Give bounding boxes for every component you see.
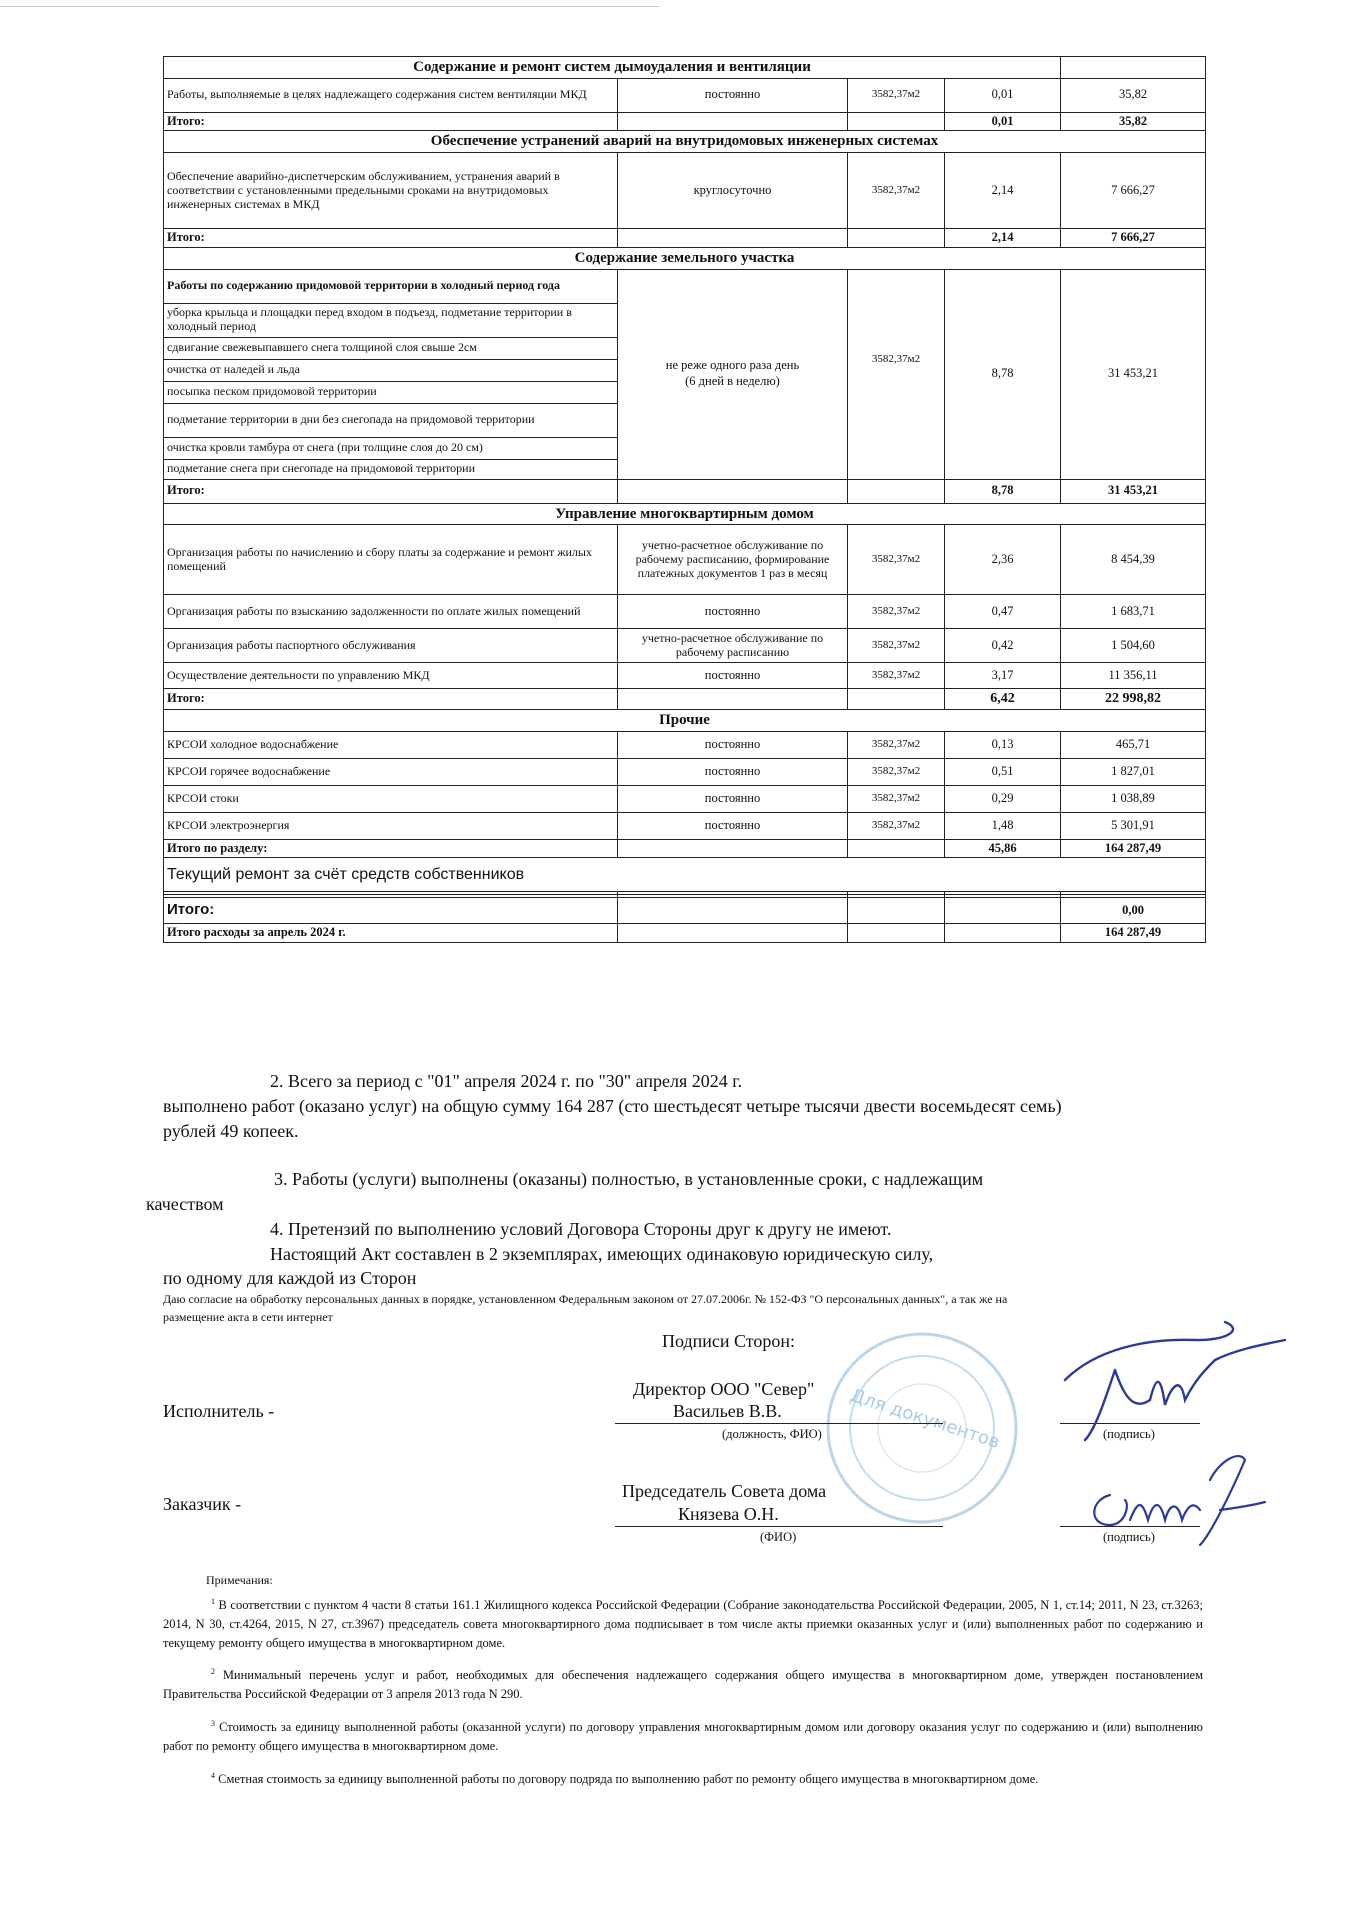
note-3-marker: 3 [211, 1719, 215, 1729]
paragraph-3-line-1: 3. Работы (услуги) выполнены (оказаны) полностью, в установленные сроки, с надлежащим [274, 1169, 984, 1189]
work-name: КРСОИ горячее водоснабжение [164, 758, 618, 785]
work-rate: 0,42 [945, 629, 1061, 663]
work-name: Организация работы по начислению и сбору платы за содержание и ремонт жилых помещений [164, 525, 618, 595]
table-row [164, 663, 1206, 689]
work-name: КРСОИ электроэнергия [164, 812, 618, 839]
paragraph-2-line-1: 2. Всего за период с "01" апреля 2024 г. по "30" апреля 2024 г. [270, 1071, 743, 1091]
work-sum: 7 666,27 [1061, 153, 1206, 229]
note-3 [163, 1718, 1203, 1756]
section-total-row [164, 839, 1206, 858]
paragraph-5-line-1: Настоящий Акт составлен в 2 экземплярах, имеющих одинаковую юридическую силу, [270, 1244, 934, 1264]
section-title: Текущий ремонт за счёт средств собственников [164, 858, 1206, 892]
work-group-head: Работы по содержанию придомовой территории в холодный период года [164, 269, 618, 303]
total-sum: 22 998,82 [1061, 689, 1206, 710]
table-row [164, 153, 1206, 229]
note-3-text: Стоимость за единицу выполненной работы (оказанной услуги) по договору управления многоквартирным домом или договору оказания услуг по содержанию и (или) выполнению работ по ремонту общего имущества в многоквартирном доме. [163, 1720, 1204, 1753]
total-row [164, 689, 1206, 710]
work-item: подметание снега при снегопаде на придомовой территории [164, 459, 618, 479]
work-item: уборка крыльца и площадки перед входом в подъезд, подметание территории в холодный период [164, 303, 618, 337]
work-sum: 1 683,71 [1061, 595, 1206, 629]
customer-signature [1070, 1440, 1270, 1550]
work-sum: 465,71 [1061, 731, 1206, 758]
work-area: 3582,37м2 [848, 758, 945, 785]
section-title: Управление многоквартирным домом [164, 503, 1206, 525]
executor-position: Директор ООО "Север" [633, 1379, 815, 1399]
customer-label: Заказчик - [163, 1494, 242, 1514]
note-1 [163, 1596, 1203, 1652]
note-2-marker: 2 [211, 1667, 215, 1677]
note-4 [163, 1770, 1203, 1789]
total-label: Итого: [164, 689, 618, 710]
total-rate: 2,14 [945, 229, 1061, 248]
work-period: постоянно [618, 758, 848, 785]
work-period: круглосуточно [618, 153, 848, 229]
section-total-sum: 164 287,49 [1061, 839, 1206, 858]
work-area: 3582,37м2 [848, 269, 945, 479]
work-name: Работы, выполняемые в целях надлежащего содержания систем вентиляции МКД [164, 78, 618, 112]
grand-total-label: Итого расходы за апрель 2024 г. [164, 924, 618, 943]
work-rate: 0,13 [945, 731, 1061, 758]
work-rate: 3,17 [945, 663, 1061, 689]
work-area: 3582,37м2 [848, 785, 945, 812]
executor-name: Васильев В.В. [673, 1401, 782, 1421]
work-rate: 0,47 [945, 595, 1061, 629]
work-name: КРСОИ стоки [164, 785, 618, 812]
work-sum: 11 356,11 [1061, 663, 1206, 689]
work-area: 3582,37м2 [848, 595, 945, 629]
executor-label: Исполнитель - [163, 1401, 275, 1421]
note-2 [163, 1666, 1203, 1704]
section-title: Содержание и ремонт систем дымоудаления и вентиляции [164, 57, 1061, 79]
grand-total-sum: 164 287,49 [1061, 924, 1206, 943]
customer-name-line [615, 1526, 943, 1527]
work-rate: 2,36 [945, 525, 1061, 595]
section-header-land [164, 247, 1206, 269]
section-header-repair [164, 858, 1206, 892]
work-period-text: не реже одного раза день (6 дней в неделю) [665, 358, 800, 388]
total-sum: 35,82 [1061, 112, 1206, 131]
work-sum: 1 827,01 [1061, 758, 1206, 785]
work-area: 3582,37м2 [848, 812, 945, 839]
table-row [164, 595, 1206, 629]
work-period: постоянно [618, 731, 848, 758]
work-rate: 1,48 [945, 812, 1061, 839]
table-row [164, 78, 1206, 112]
section-header-other [164, 709, 1206, 731]
table-row [164, 731, 1206, 758]
total-rate: 0,01 [945, 112, 1061, 131]
work-rate: 0,51 [945, 758, 1061, 785]
work-name: Организация работы паспортного обслуживания [164, 629, 618, 663]
work-period: постоянно [618, 812, 848, 839]
total-label: Итого: [164, 898, 618, 924]
table-row [164, 785, 1206, 812]
work-period [618, 269, 848, 479]
work-area: 3582,37м2 [848, 78, 945, 112]
total-row [164, 479, 1206, 503]
work-item: очистка кровли тамбура от снега (при толщине слоя до 20 см) [164, 437, 618, 459]
note-1-text: В соответствии с пунктом 4 части 8 статьи 161.1 Жилищного кодекса Российской Федерации (Собрание законодательства Российской Федерации, 2005, N 1, ст.14; 2011, N 23, ст.3263; 2014, N 30, ст.4264, 2015, N 27, ст.3967) председатель совета многоквартирного дома подписывает в том числе акты приемки оказанных услуг и (или) выполненных работ по содержанию и текущему ремонту общего имущества в многоквартирном доме. [163, 1598, 1203, 1650]
work-rate: 8,78 [945, 269, 1061, 479]
section-header-accidents [164, 131, 1206, 153]
work-sum: 35,82 [1061, 78, 1206, 112]
total-sum: 31 453,21 [1061, 479, 1206, 503]
paragraph-5-line-2: по одному для каждой из Сторон [163, 1268, 417, 1288]
work-rate: 2,14 [945, 153, 1061, 229]
note-2-text: Минимальный перечень услуг и работ, необходимых для обеспечения надлежащего содержания общего имущества в многоквартирном доме, утвержден постановлением Правительства Российской Федерации от 3 апреля 2013 года N 290. [163, 1668, 1203, 1702]
total-label: Итого: [164, 112, 618, 131]
section-total-label: Итого по разделу: [164, 839, 618, 858]
signatures-title: Подписи Сторон: [662, 1331, 796, 1351]
total-label: Итого: [164, 229, 618, 248]
customer-sign-caption: (подпись) [1103, 1530, 1155, 1544]
work-period: постоянно [618, 663, 848, 689]
work-period: постоянно [618, 785, 848, 812]
table-row [164, 758, 1206, 785]
paragraph-4: 4. Претензий по выполнению условий Договора Стороны друг к другу не имеют. [270, 1219, 892, 1239]
customer-caption: (ФИО) [760, 1530, 797, 1544]
work-sum: 31 453,21 [1061, 269, 1206, 479]
total-row [164, 112, 1206, 131]
note-4-text: Сметная стоимость за единицу выполненной работы по договору подряда по выполнению работ по ремонту общего имущества в многоквартирном доме. [218, 1771, 1039, 1786]
work-sum: 1 038,89 [1061, 785, 1206, 812]
work-sum: 8 454,39 [1061, 525, 1206, 595]
customer-position: Председатель Совета дома [622, 1481, 827, 1501]
work-area: 3582,37м2 [848, 731, 945, 758]
executor-signature [1055, 1310, 1295, 1450]
section-title: Обеспечение устранений аварий на внутридомовых инженерных системах [164, 131, 1206, 153]
section-title: Содержание земельного участка [164, 247, 1206, 269]
work-name: КРСОИ холодное водоснабжение [164, 731, 618, 758]
work-sum: 1 504,60 [1061, 629, 1206, 663]
notes-block [163, 1596, 1203, 1803]
consent-line-1: Даю согласие на обработку персональных данных в порядке, установленном Федеральным законом от 27.07.2006г. № 152-ФЗ "О персональных данных", а так же на [163, 1292, 1008, 1306]
work-period: постоянно [618, 595, 848, 629]
paragraph-2-line-2: выполнено работ (оказано услуг) на общую сумму 164 287 (сто шестьдесят четыре тысячи двести восемьдесят семь) [163, 1096, 1062, 1116]
section-title: Прочие [164, 709, 1206, 731]
services-table [163, 56, 1206, 943]
work-sum: 5 301,91 [1061, 812, 1206, 839]
work-period: учетно-расчетное обслуживание по рабочему расписанию, формирование платежных документов 1 раз в месяц [618, 525, 848, 595]
total-sum: 7 666,27 [1061, 229, 1206, 248]
scan-edge-line [0, 6, 660, 7]
work-period: постоянно [618, 78, 848, 112]
grand-total-row [164, 924, 1206, 943]
work-name: Осуществление деятельности по управлению МКД [164, 663, 618, 689]
work-item: сдвигание свежевыпавшего снега толщиной слоя свыше 2см [164, 337, 618, 359]
total-rate: 8,78 [945, 479, 1061, 503]
work-name: Организация работы по взысканию задолженности по оплате жилых помещений [164, 595, 618, 629]
work-name: Обеспечение аварийно-диспетчерским обслуживанием, устранения аварий в соответствии с установленными предельными сроками на внутридомовых инженерных системах в МКД [164, 153, 618, 229]
work-area: 3582,37м2 [848, 663, 945, 689]
section-header-smoke [164, 57, 1206, 79]
total-sum: 0,00 [1061, 898, 1206, 924]
notes-title: Примечания: [206, 1573, 273, 1587]
table-row [164, 629, 1206, 663]
table-row [164, 812, 1206, 839]
stamp-text: Для документов [847, 1384, 1003, 1453]
paragraph-2-line-3: рублей 49 копеек. [163, 1121, 299, 1141]
table-row [164, 269, 1206, 303]
seal-stamp [822, 1328, 1022, 1528]
work-area: 3582,37м2 [848, 153, 945, 229]
work-rate: 0,01 [945, 78, 1061, 112]
work-period: учетно-расчетное обслуживание по рабочему расписанию [618, 629, 848, 663]
total-row [164, 898, 1206, 924]
paragraph-3-line-2: качеством [146, 1194, 224, 1214]
total-label: Итого: [164, 479, 618, 503]
work-item: посыпка песком придомовой территории [164, 381, 618, 403]
section-total-rate: 45,86 [945, 839, 1061, 858]
consent-line-2: размещение акта в сети интернет [163, 1310, 333, 1324]
work-area: 3582,37м2 [848, 629, 945, 663]
note-1-marker: 1 [211, 1597, 215, 1606]
executor-name-line [615, 1423, 943, 1424]
work-item: очистка от наледей и льда [164, 359, 618, 381]
executor-caption: (должность, ФИО) [722, 1427, 822, 1441]
total-rate: 6,42 [945, 689, 1061, 710]
table-row [164, 525, 1206, 595]
total-row [164, 229, 1206, 248]
work-item: подметание территории в дни без снегопада на придомовой территории [164, 403, 618, 437]
work-area: 3582,37м2 [848, 525, 945, 595]
customer-name: Князева О.Н. [678, 1504, 779, 1524]
note-4-marker: 4 [211, 1770, 215, 1780]
work-rate: 0,29 [945, 785, 1061, 812]
section-header-management [164, 503, 1206, 525]
executor-sign-caption: (подпись) [1103, 1427, 1155, 1441]
